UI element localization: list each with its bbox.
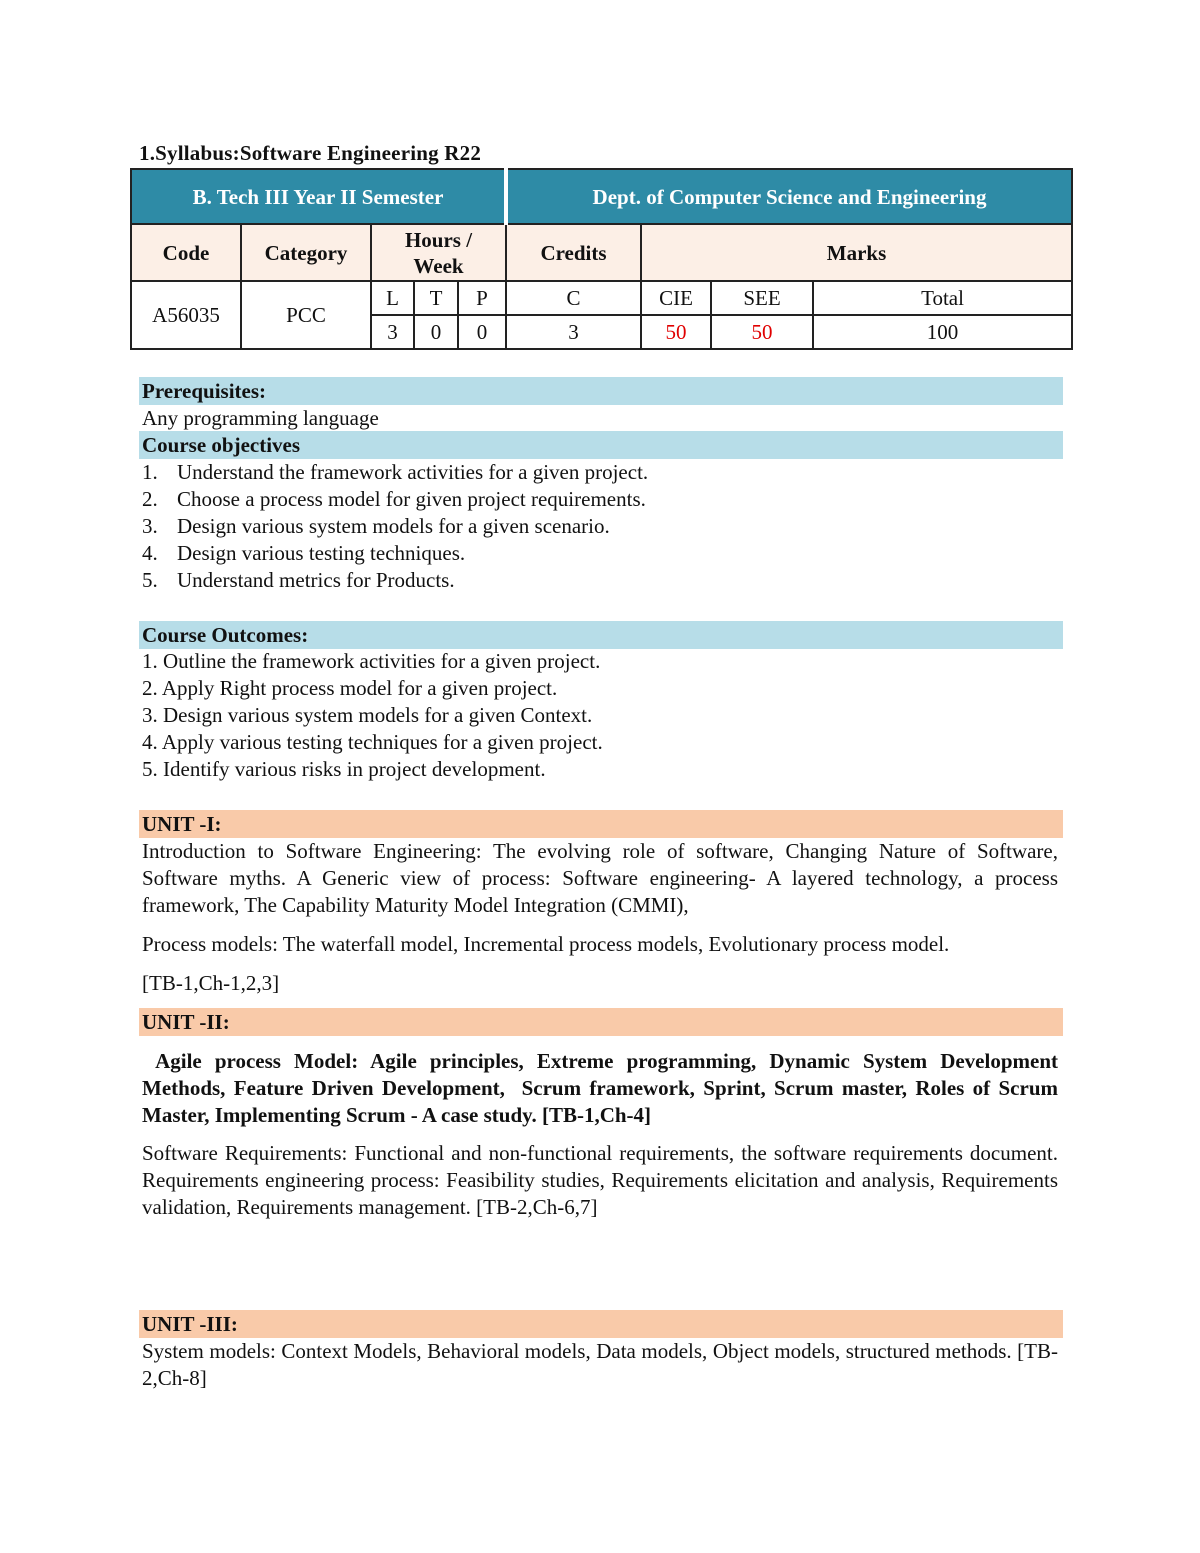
semester-header: B. Tech III Year II Semester — [131, 169, 506, 224]
unit2-requirements-paragraph: Software Requirements: Functional and non-functional requirements, the software requirements document. Requirements engineering process: Feasibility studies, Requirements elicitation and analysis, Requirements validation, Requirements management. [TB-2,Ch-6,7] — [142, 1141, 1058, 1219]
tutorial-label: T — [414, 281, 458, 315]
objective-item: 1. Understand the framework activities for a given project. — [142, 460, 649, 484]
unit1-heading: UNIT -I: — [139, 810, 1063, 838]
outcome-item: 1. Outline the framework activities for a given project. — [142, 649, 601, 673]
practical-hours: 0 — [458, 315, 506, 349]
page-title: 1.Syllabus:Software Engineering R22 — [139, 141, 482, 165]
unit3-paragraph: System models: Context Models, Behavioral models, Data models, Object models, structured methods. [TB-2,Ch-8] — [142, 1339, 1058, 1390]
total-marks: 100 — [813, 315, 1072, 349]
outcomes-heading: Course Outcomes: — [139, 621, 1063, 649]
unit1-paragraph: Introduction to Software Engineering: The evolving role of software, Changing Nature of Software, Software myths. A Generic view of process: Software engineering- A layered technology, a process framework, The Capability Maturity Model Integration (CMMI), — [142, 839, 1058, 917]
cie-label: CIE — [641, 281, 711, 315]
course-code: A56035 — [131, 281, 241, 349]
see-label: SEE — [711, 281, 813, 315]
lecture-hours: 3 — [371, 315, 414, 349]
objectives-heading: Course objectives — [139, 431, 1063, 459]
credit-value: 3 — [506, 315, 641, 349]
marks-header: Marks — [641, 224, 1072, 281]
unit2-agile-paragraph: Agile process Model: Agile principles, Extreme programming, Dynamic System Development Methods, Feature Driven Development, Scrum framework, Sprint, Scrum master, Roles of Scrum Master, Implementing Scrum - A case study. [TB-1,Ch-4] — [142, 1049, 1064, 1127]
cie-marks: 50 — [641, 315, 711, 349]
course-info-table — [130, 168, 1073, 350]
department-header: Dept. of Computer Science and Engineering — [506, 169, 1072, 224]
objective-item: 2. Choose a process model for given project requirements. — [142, 487, 646, 511]
unit1-process-models: Process models: The waterfall model, Incremental process models, Evolutionary process model. — [142, 932, 950, 956]
outcome-item: 4. Apply various testing techniques for a given project. — [142, 730, 603, 754]
credits-header: Credits — [506, 224, 641, 281]
tutorial-hours: 0 — [414, 315, 458, 349]
objective-item: 5. Understand metrics for Products. — [142, 568, 455, 592]
see-marks: 50 — [711, 315, 813, 349]
unit3-heading: UNIT -III: — [139, 1310, 1063, 1338]
prerequisites-text: Any programming language — [142, 406, 379, 430]
outcome-item: 3. Design various system models for a given Context. — [142, 703, 593, 727]
lecture-label: L — [371, 281, 414, 315]
outcome-item: 2. Apply Right process model for a given project. — [142, 676, 558, 700]
hours-header: Hours / Week — [371, 224, 506, 281]
objective-item: 3. Design various system models for a given scenario. — [142, 514, 610, 538]
credit-label: C — [506, 281, 641, 315]
course-category: PCC — [241, 281, 371, 349]
objective-item: 4. Design various testing techniques. — [142, 541, 466, 565]
total-label: Total — [813, 281, 1072, 315]
outcome-item: 5. Identify various risks in project development. — [142, 757, 546, 781]
unit2-heading: UNIT -II: — [139, 1008, 1063, 1036]
practical-label: P — [458, 281, 506, 315]
prerequisites-heading: Prerequisites: — [139, 377, 1063, 405]
category-header: Category — [241, 224, 371, 281]
unit1-reference: [TB-1,Ch-1,2,3] — [142, 971, 280, 995]
code-header: Code — [131, 224, 241, 281]
